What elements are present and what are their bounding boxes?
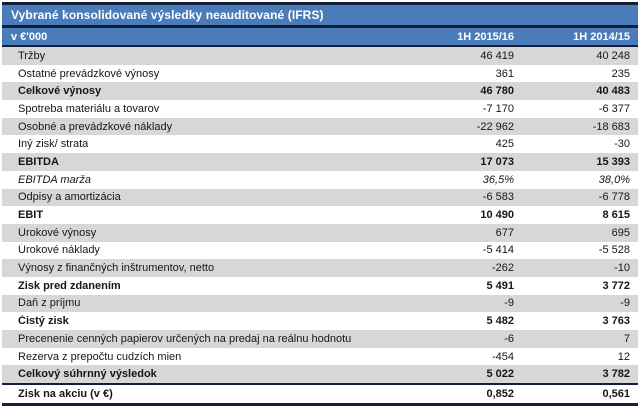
row-value-period-2015-16: -22 962: [476, 120, 514, 133]
table-row: [2, 153, 638, 171]
row-label: EBITDA: [18, 155, 59, 168]
row-label: Spotreba materiálu a tovarov: [18, 102, 160, 115]
row-value-period-2015-16: 5 482: [486, 315, 514, 328]
table-body: [2, 47, 638, 403]
table-row: [2, 312, 638, 330]
column-header-period-2014-15: 1H 2014/15: [573, 30, 630, 43]
row-value-period-2014-15: 0,561: [602, 387, 630, 400]
table-row: [2, 82, 638, 100]
column-header-period-2015-16: 1H 2015/16: [457, 30, 514, 43]
table-row: [2, 206, 638, 224]
row-value-period-2014-15: 40 248: [596, 49, 630, 62]
row-value-period-2015-16: -7 170: [482, 102, 514, 115]
table-row: [2, 171, 638, 189]
row-value-period-2015-16: -454: [491, 350, 514, 363]
row-value-period-2015-16: 677: [495, 226, 514, 239]
row-value-period-2014-15: 3 782: [602, 368, 630, 381]
row-label: Rezerva z prepočtu cudzích mien: [18, 350, 182, 363]
row-value-period-2014-15: 3 772: [602, 279, 630, 292]
row-value-period-2014-15: 235: [611, 67, 630, 80]
row-label: Zisk pred zdanením: [18, 279, 121, 292]
row-value-period-2015-16: 361: [495, 67, 514, 80]
table-row: [2, 189, 638, 207]
row-value-period-2014-15: -10: [614, 262, 630, 275]
row-label: Výnosy z finančných inštrumentov, netto: [18, 262, 215, 275]
row-value-period-2015-16: 36,5%: [482, 173, 514, 186]
row-label: Precenenie cenných papierov určených na predaj na reálnu hodnotu: [18, 332, 352, 345]
row-value-period-2014-15: -30: [614, 138, 630, 151]
row-value-period-2015-16: -5 414: [482, 244, 514, 257]
row-value-period-2015-16: 46 419: [480, 49, 514, 62]
row-value-period-2014-15: -9: [620, 297, 630, 310]
table-row: [2, 277, 638, 295]
row-value-period-2014-15: 15 393: [596, 155, 630, 168]
row-value-period-2014-15: 40 483: [596, 85, 630, 98]
table-row: [2, 65, 638, 83]
row-value-period-2015-16: 0,852: [486, 387, 514, 400]
row-value-period-2014-15: -6 377: [598, 102, 630, 115]
row-label: Čistý zisk: [18, 315, 69, 328]
column-header-row: [2, 28, 638, 45]
table-row: [2, 100, 638, 118]
row-label: Odpisy a amortizácia: [18, 191, 121, 204]
row-value-period-2015-16: 17 073: [480, 155, 514, 168]
row-value-period-2015-16: 425: [495, 138, 514, 151]
row-label: EBIT: [18, 209, 44, 222]
row-value-period-2015-16: -9: [504, 297, 514, 310]
row-value-period-2015-16: -6: [504, 332, 514, 345]
table-title: Vybrané konsolidované výsledky neauditované (IFRS): [11, 8, 324, 22]
table-row: [2, 383, 638, 403]
row-value-period-2015-16: 5 022: [486, 368, 514, 381]
row-label: EBITDA marža: [18, 173, 91, 186]
row-label: Úrokové výnosy: [18, 226, 97, 239]
table-bottom-border: [2, 403, 638, 406]
row-value-period-2015-16: 5 491: [486, 279, 514, 292]
table-row: [2, 259, 638, 277]
row-value-period-2015-16: 46 780: [480, 85, 514, 98]
table-row: [2, 47, 638, 65]
column-header-unit: v €'000: [11, 30, 48, 43]
row-label: Tržby: [18, 49, 46, 62]
row-label: Ostatné prevádzkové výnosy: [18, 67, 160, 80]
row-label: Zisk na akciu (v €): [18, 387, 113, 400]
row-label: Osobné a prevádzkové náklady: [18, 120, 173, 133]
table-row: [2, 224, 638, 242]
table-row: [2, 118, 638, 136]
row-label: Úrokové náklady: [18, 244, 100, 257]
row-value-period-2014-15: 38,0%: [598, 173, 630, 186]
table-row: [2, 242, 638, 260]
table-row: [2, 295, 638, 313]
row-value-period-2015-16: -262: [491, 262, 514, 275]
row-value-period-2014-15: 7: [623, 332, 630, 345]
row-value-period-2015-16: 10 490: [480, 209, 514, 222]
row-value-period-2014-15: -18 683: [592, 120, 630, 133]
row-label: Celkový súhrnný výsledok: [18, 368, 157, 381]
financial-results-table: [2, 2, 638, 406]
table-row: [2, 330, 638, 348]
row-label: Iný zisk/ strata: [18, 138, 89, 151]
row-value-period-2014-15: -6 778: [598, 191, 630, 204]
table-row: [2, 348, 638, 366]
table-row: [2, 135, 638, 153]
table-row: [2, 365, 638, 383]
row-label: Celkové výnosy: [18, 85, 102, 98]
table-title-row: [2, 5, 638, 25]
row-value-period-2014-15: 8 615: [602, 209, 630, 222]
row-label: Daň z príjmu: [18, 297, 81, 310]
row-value-period-2014-15: 695: [611, 226, 630, 239]
row-value-period-2014-15: -5 528: [598, 244, 630, 257]
row-value-period-2014-15: 12: [617, 350, 630, 363]
row-value-period-2015-16: -6 583: [482, 191, 514, 204]
row-value-period-2014-15: 3 763: [602, 315, 630, 328]
